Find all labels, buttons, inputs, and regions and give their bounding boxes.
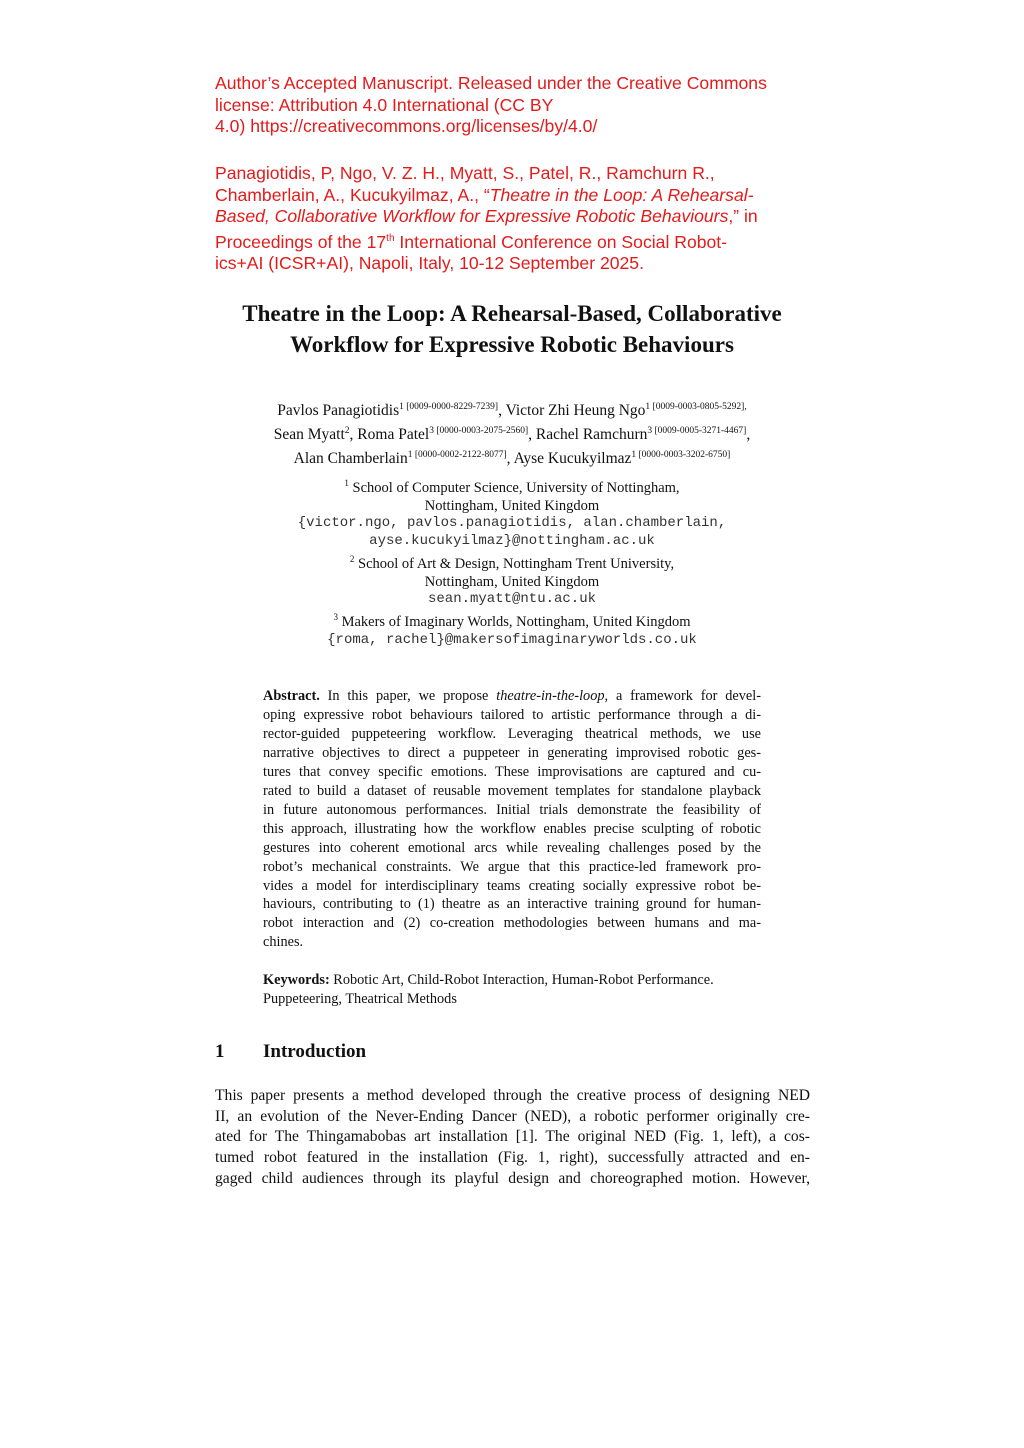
title-line: Theatre in the Loop: A Rehearsal-Based, Collaborative [242,301,782,326]
affiliation-text: Makers of Imaginary Worlds, Nottingham, United Kingdom [341,614,691,631]
notice-line: license: Attribution 4.0 International (CC BY [215,94,554,115]
citation-title: Theatre in the Loop: A Rehearsal- [489,184,754,205]
author-orcid: [0000-0002-2122-8077] [412,450,507,461]
citation-line: Panagiotidis, P, Ngo, V. Z. H., Myatt, S., Patel, R., Ramchurn R., [215,163,715,183]
author-orcid: [0009-0005-3271-4467] [652,426,747,437]
section-title: Introduction [263,1041,367,1062]
author-orcid: [0009-0003-0805-5292], [650,402,747,412]
author-name: Alan Chamberlain [293,450,408,468]
author-affiliation-mark: 2 [344,426,350,437]
citation-title: Based, Collaborative Workflow for Expressive Robotic Behaviours [215,206,729,226]
author-name: Victor Zhi Heung Ngo [505,402,646,420]
citation-line: ics+AI (ICSR+AI), Napoli, Italy, 10-12 September 2025. [215,252,644,273]
author-line [200,397,824,421]
author-name: Rachel Ramchurn [535,426,648,444]
license-link[interactable]: 4.0) https://creativecommons.org/licenses/by/4.0/ [215,116,598,136]
affiliation-number: 1 [344,478,349,488]
affiliation-text: School of Art & Design, Nottingham Trent University, [358,555,675,572]
abstract-line: rated to build a dataset of reusable movement templates for standalone playback [263,782,761,799]
body-line: tumed robot featured in the installation (Fig. 1, right), successfully attracted and en- [215,1149,810,1167]
abstract-line: narrative objectives to direct a puppeteer in generating improvised robotic ges- [263,744,761,761]
affiliation-number: 2 [349,554,355,565]
abstract [263,687,761,952]
keywords [263,971,783,1009]
abstract-line: chines. [263,934,304,951]
affiliation-line [200,551,824,574]
citation-line [215,185,815,207]
author-name: Roma Patel [357,426,430,444]
citation-sup: th [386,232,395,244]
affiliation-text: Nottingham, United Kingdom [424,497,600,514]
abstract-label: Abstract. [263,688,320,704]
abstract-line [263,687,761,706]
keywords-line [263,971,783,990]
abstract-line: oping expressive robot behaviours tailored to artistic performance through a di- [263,706,761,723]
author-affiliation-mark: 1 [407,450,413,461]
author-orcid: [0000-0003-3202-6750] [636,450,731,461]
affiliation-email[interactable]: ayse.kucukyilmaz}@nottingham.ac.uk [369,533,655,550]
author-orcid: [0009-0000-8229-7239] [403,402,499,412]
keywords-label: Keywords: [263,972,330,988]
author-list [200,397,824,469]
author-separator: , [746,426,751,444]
paper-title [200,298,824,360]
abstract-line: rector-guided puppeteering workflow. Leveraging theatrical methods, we use [263,725,761,742]
author-name: Sean Myatt [273,426,345,444]
author-orcid: [0000-0003-2075-2560] [433,426,529,437]
abstract-line: in future autonomous performances. Initial trials demonstrate the feasibility of [263,801,761,818]
affiliation-line [200,609,824,632]
affiliation-number: 3 [333,612,338,623]
affiliation-email[interactable]: sean.myatt@ntu.ac.uk [427,591,597,608]
author-separator: , [498,402,506,420]
notice-line: Author’s Accepted Manuscript. Released under the Creative Commons [215,73,767,93]
citation-text: Proceedings of the 17 [215,231,387,252]
author-affiliation-mark: 3 [647,426,653,437]
author-line [200,445,824,469]
affiliation-line [200,475,824,498]
author-name: Pavlos Panagiotidis [277,402,400,420]
license-notice [215,73,815,138]
author-separator: , [528,426,536,444]
abstract-line: vides a model for interdisciplinary teams creating socially expressive robot be- [263,877,761,894]
keywords-line: Puppeteering, Theatrical Methods [263,991,457,1007]
citation [215,163,815,274]
introduction-body [215,1086,810,1190]
affiliation-line [200,498,824,516]
body-line: gaged child audiences through its playful design and choreographed motion. However, [215,1169,810,1187]
abstract-line: tures that convey specific emotions. These improvisations are captured and cu- [263,763,761,780]
affiliation-text: School of Computer Science, University of Nottingham, [352,479,680,496]
abstract-emphasis: theatre-in-the-loop [496,688,605,704]
abstract-text: , a framework for devel- [604,688,761,704]
abstract-line: haviours, contributing to (1) theatre as an interactive training ground for human- [263,896,761,913]
affiliation-text: Nottingham, United Kingdom [424,573,600,590]
abstract-line: robot interaction and (2) co-creation methodologies between humans and ma- [263,915,761,932]
author-line [200,421,824,445]
citation-text: Chamberlain, A., Kucukyilmaz, A., “ [215,184,490,205]
keywords-text: Robotic Art, Child-Robot Interaction, Human-Robot Performance. [329,972,714,988]
notice-line [215,116,815,138]
author-affiliation-mark: 3 [429,426,434,437]
affiliations [200,475,824,650]
title-line: Workflow for Expressive Robotic Behaviours [290,332,734,357]
author-affiliation-mark: 1 [645,402,651,412]
author-affiliation-mark: 1 [399,402,404,412]
section-number: 1 [215,1041,225,1062]
citation-text: ,” in [728,206,758,226]
body-line: This paper presents a method developed through the creative process of designing NED [215,1087,810,1104]
affiliation-email[interactable]: {victor.ngo, pavlos.panagiotidis, alan.chamberlain, [297,515,727,532]
section-heading [215,1041,366,1063]
body-line: ated for The Thingamabobas art installation [1]. The original NED (Fig. 1, left), a cos- [215,1128,810,1146]
citation-text: International Conference on Social Robot- [394,231,728,252]
author-separator: , [506,450,514,468]
citation-line [215,228,815,253]
affiliation-email[interactable]: {roma, rachel}@makersofimaginaryworlds.co.uk [327,631,697,648]
author-name: Ayse Kucukyilmaz [513,450,632,468]
abstract-text: In this paper, we propose [319,688,497,704]
citation-line [215,206,815,228]
affiliation-line [200,574,824,592]
abstract-line: this approach, illustrating how the workflow enables precise sculpting of robotic [263,820,761,837]
author-affiliation-mark: 1 [631,450,637,461]
author-separator: , [349,426,358,444]
body-line: II, an evolution of the Never-Ending Dancer (NED), a robotic performer originally cre- [215,1107,810,1125]
abstract-line: gestures into coherent emotional arcs while revealing challenges posed by the [263,839,761,856]
abstract-line: robot’s mechanical constraints. We argue that this practice-led framework pro- [263,858,761,875]
